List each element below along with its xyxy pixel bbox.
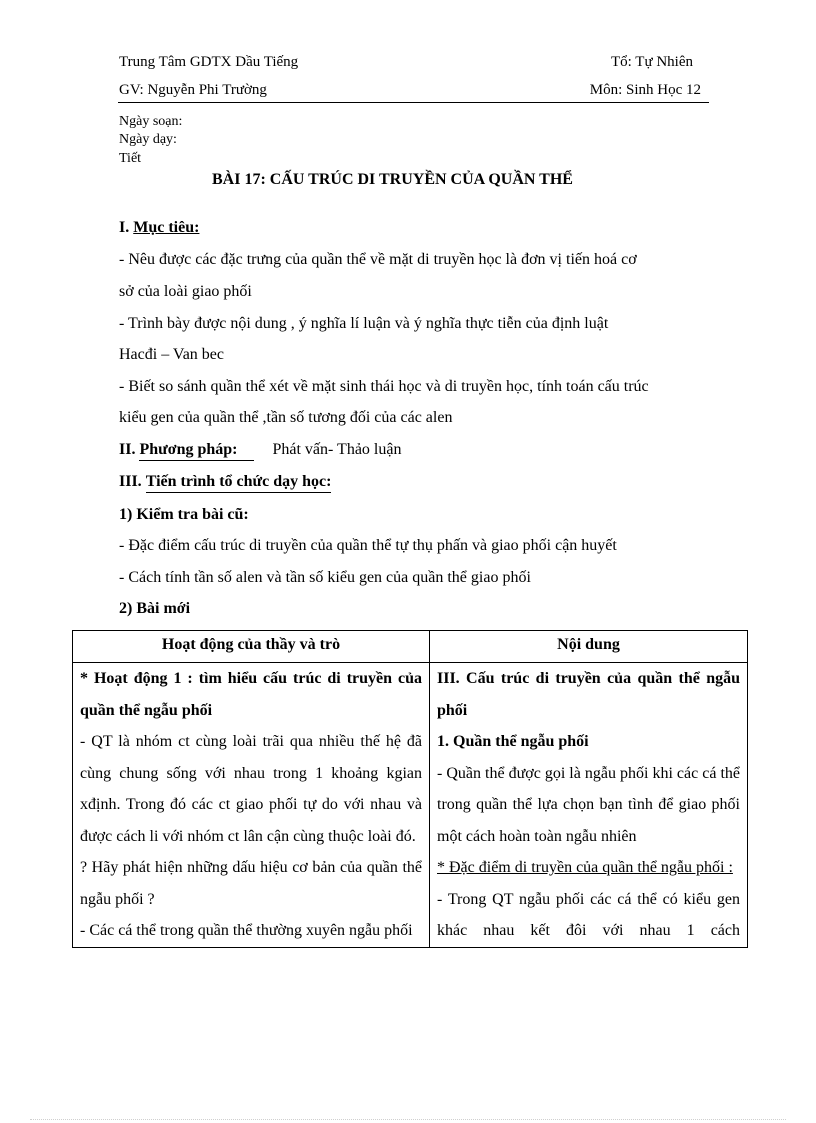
table-row — [73, 663, 748, 948]
department: Tổ: Tự Nhiên — [610, 54, 693, 70]
lesson-table — [72, 630, 748, 948]
center-name: Trung Tâm GDTX Dầu Tiếng — [119, 54, 299, 70]
content-subsection-title: 1. Quần thể ngẫu phối — [437, 733, 589, 750]
section3-number: III. — [119, 473, 146, 490]
table-header-row — [73, 631, 748, 663]
content-feature-text: - Trong QT ngẫu phối các cá thể có kiểu gen khác nhau kết đôi với nhau 1 cách — [437, 890, 740, 939]
activity-1-answer: - Các cá thể trong quần thể thường xuyên ngẫu phối — [80, 922, 413, 939]
section1-number: I. — [119, 219, 134, 236]
teacher-name: GV: Nguyễn Phi Trường — [119, 82, 267, 98]
content-cell — [430, 663, 748, 948]
lesson-title: BÀI 17: CẤU TRÚC DI TRUYỀN CỦA QUẦN THỂ — [212, 171, 573, 188]
review-question-1: - Đặc điểm cấu trúc di truyền của quần thể tự thụ phấn và giao phối cận huyết — [119, 537, 617, 554]
objective-line-2: sở của loài giao phối — [119, 283, 252, 300]
objective-line-3: - Trình bày được nội dung , ý nghĩa lí luận và ý nghĩa thực tiễn của định luật — [119, 315, 609, 332]
teaching-method: Phát vấn- Thảo luận — [272, 441, 402, 458]
section2-number: II. — [119, 441, 140, 458]
section2-title: Phương pháp: — [139, 441, 254, 461]
review-question-2: - Cách tính tần số alen và tần số kiểu gen của quần thể giao phối — [119, 569, 531, 586]
prep-date: Ngày soạn: — [119, 114, 183, 129]
review-heading: 1) Kiểm tra bài cũ: — [119, 506, 249, 523]
activity-1-question: ? Hãy phát hiện những dấu hiệu cơ bản của quần thể ngẫu phối ? — [80, 859, 422, 908]
objective-line-1: - Nêu được các đặc trưng của quần thể về mặt di truyền học là đơn vị tiến hoá cơ — [119, 251, 637, 268]
activities-cell — [73, 663, 430, 948]
activity-1-text: - QT là nhóm ct cùng loài trãi qua nhiều thế hệ đã cùng chung sống với nhau trong 1 khoảng kgian xđịnh. Trong đó các ct giao phối tự do với nhau và được cách li với nhóm ct lân cận cùng thuộc loài đó. — [80, 733, 422, 845]
activity-1-title: * Hoạt động 1 : tìm hiểu cấu trúc di truyền của quần thể ngẫu phối — [80, 670, 422, 719]
objective-line-4: Hacđi – Van bec — [119, 346, 224, 363]
subject: Môn: Sinh Học 12 — [589, 82, 701, 98]
content-definition: - Quần thể được gọi là ngẫu phối khi các cá thể trong quần thể lựa chọn bạn tình để giao phối một cách hoàn toàn ngẫu nhiên — [437, 764, 740, 845]
col-activities-header: Hoạt động của thầy và trò — [73, 631, 430, 663]
section3-title: Tiến trình tổ chức dạy học: — [146, 473, 332, 493]
period: Tiết — [119, 151, 142, 166]
content-section-title: III. Cấu trúc di truyền của quần thể ngẫu phối — [437, 670, 740, 719]
section1-title: Mục tiêu: — [133, 219, 200, 236]
objective-line-6: kiểu gen của quần thể ,tần số tương đối của các alen — [119, 409, 453, 426]
teach-date: Ngày dạy: — [119, 132, 177, 147]
content-feature-heading: * Đặc điểm di truyền của quần thể ngẫu phối : — [437, 859, 733, 876]
section1-heading — [119, 219, 199, 237]
page-bottom-dotted-line — [30, 1119, 786, 1120]
col-content-header: Nội dung — [430, 631, 748, 663]
header-divider — [118, 102, 709, 103]
section2-heading — [119, 441, 401, 461]
section3-heading — [119, 473, 331, 493]
objective-line-5: - Biết so sánh quần thể xét về mặt sinh thái học và di truyền học, tính toán cấu trúc — [119, 378, 649, 395]
new-lesson-heading: 2) Bài mới — [119, 600, 191, 617]
